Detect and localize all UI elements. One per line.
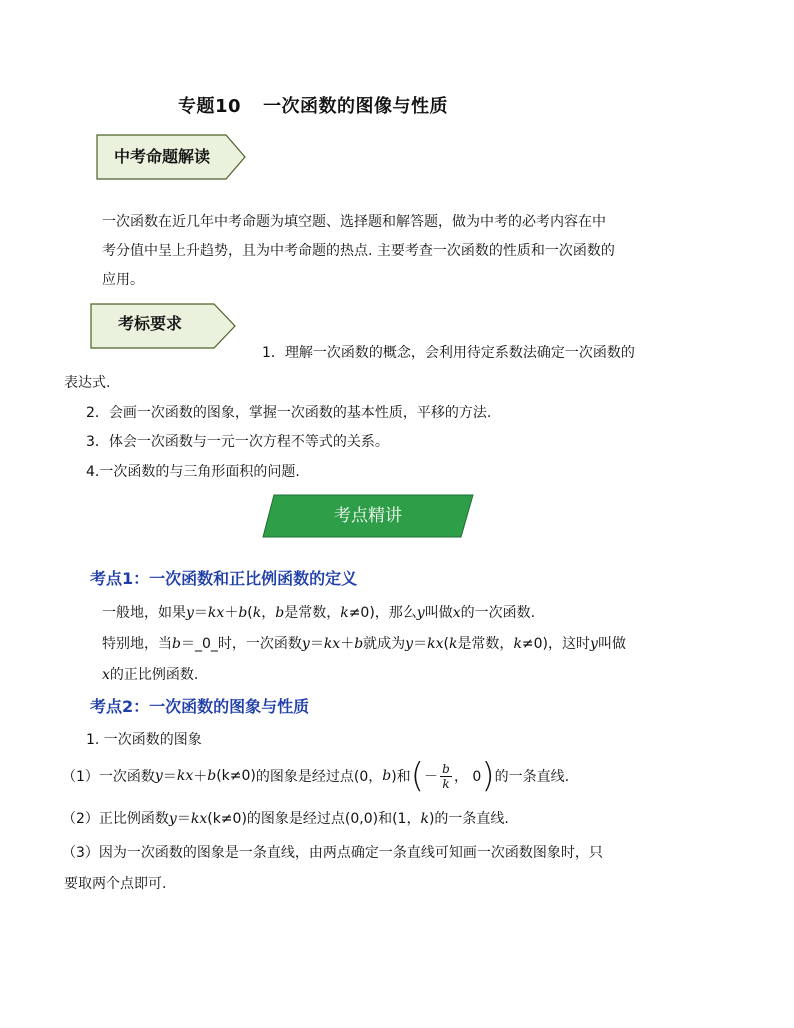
text: 特别地，当 [102, 636, 172, 652]
text: － [423, 769, 438, 785]
title-number: 专题10 [178, 96, 242, 117]
section-banner [262, 494, 474, 538]
section-banner-label: 考点精讲 [334, 506, 402, 526]
tag-standards-label: 考标要求 [118, 314, 183, 333]
var: kx [207, 605, 225, 621]
numerator: b [442, 761, 450, 776]
text: （1）一次函数 [62, 769, 155, 785]
text: ( [443, 636, 449, 652]
kd1-heading: 考点1：一次函数和正比例函数的定义 [90, 569, 358, 588]
standards-item-1b: 表达式. [64, 375, 111, 391]
text: ＋ [340, 636, 355, 652]
var: b [275, 605, 285, 621]
left-paren: ( [410, 756, 424, 796]
text: ( [247, 605, 253, 621]
standards-item-2: 2．会画一次函数的图象，掌握一次函数的基本性质，平移的方法. [86, 405, 492, 421]
var: b [238, 605, 248, 621]
var: b [207, 768, 217, 784]
var: k [340, 605, 349, 621]
tag-standards [90, 303, 236, 349]
kd2-item-3a: （3）因为一次函数的图象是一条直线，由两点确定一条直线可知画一次函数图象时，只 [62, 845, 603, 861]
tag-exam-read-label: 中考命题解读 [114, 147, 211, 166]
var: k [448, 636, 458, 652]
var: k [513, 636, 522, 652]
var: b [382, 768, 392, 784]
text: ≠0)，那么 [348, 605, 417, 621]
text: ＝ [176, 811, 191, 827]
text: 叫做 [597, 636, 626, 652]
var: k [420, 811, 429, 827]
text: )和 [391, 769, 411, 785]
right-paren: ) [481, 756, 495, 796]
text: 的一次函数. [460, 605, 536, 621]
kd2-item-3b: 要取两个点即可. [64, 876, 167, 892]
var: kx [176, 768, 194, 784]
text: )的一条直线. [428, 811, 509, 827]
text: (k≠0) [207, 811, 247, 827]
exam-read-line-3: 应用。 [102, 272, 144, 288]
exam-read-line-2: 考分值中呈上升趋势，且为中考命题的热点. 主要考查一次函数的性质和一次函数的 [102, 243, 615, 259]
var: k [252, 605, 262, 621]
var: y [186, 605, 194, 621]
var: b [354, 636, 364, 652]
text: ， 0 [453, 769, 482, 785]
text: 的一条直线. [494, 769, 570, 785]
kd1-line-2 [102, 633, 626, 653]
text: 叫做 [424, 605, 453, 621]
var: kx [190, 811, 208, 827]
fraction-b-over-k [440, 762, 452, 791]
kd2-heading: 考点2：一次函数的图象与性质 [90, 697, 310, 716]
text: 就成为 [363, 636, 406, 652]
text: 是常数， [457, 636, 514, 652]
text: ＝ [413, 636, 428, 652]
text: ， [261, 605, 276, 621]
var: y [590, 636, 598, 652]
title-text: 一次函数的图像与性质 [263, 96, 449, 117]
text: ＝ [309, 636, 324, 652]
page-title [178, 92, 448, 118]
text: ＝_0_时，一次函数 [180, 636, 302, 652]
var: b [172, 636, 181, 652]
text: ＝ [162, 769, 177, 785]
text: 一般地，如果 [102, 605, 186, 621]
text: 的正比例函数. [109, 667, 199, 683]
kd1-line-1 [102, 602, 535, 622]
var: kx [427, 636, 444, 652]
kd2-item-1 [62, 758, 569, 794]
var: y [416, 605, 425, 621]
var: y [154, 768, 163, 784]
standards-item-1a: 1．理解一次函数的概念，会利用待定系数法确定一次函数的 [262, 345, 635, 361]
var: y [301, 636, 310, 652]
standards-item-4: 4.一次函数的与三角形面积的问题. [86, 464, 300, 480]
text: 的图象是经过点(0,0)和(1， [246, 811, 421, 827]
text: 是常数， [284, 605, 341, 621]
var: y [405, 636, 414, 652]
denominator: k [442, 776, 450, 791]
kd2-sub-1: 1. 一次函数的图象 [86, 732, 202, 748]
kd1-line-3 [102, 664, 198, 684]
text: ≠0)，这时 [521, 636, 591, 652]
tag-exam-read [96, 134, 246, 180]
var: y [168, 811, 177, 827]
var: x [102, 667, 110, 683]
text: 的图象是经过点(0， [255, 769, 383, 785]
text: ＋ [193, 769, 208, 785]
text: （2）正比例函数 [62, 811, 169, 827]
kd2-item-2 [62, 808, 509, 828]
var: x [452, 605, 461, 621]
var: kx [323, 636, 341, 652]
standards-item-3: 3．体会一次函数与一元一次方程不等式的关系。 [86, 434, 389, 450]
text: ＋ [224, 605, 239, 621]
text: ＝ [193, 605, 208, 621]
exam-read-line-1: 一次函数在近几年中考命题为填空题、选择题和解答题，做为中考的必考内容在中 [102, 214, 606, 230]
text: (k≠0) [216, 768, 256, 784]
